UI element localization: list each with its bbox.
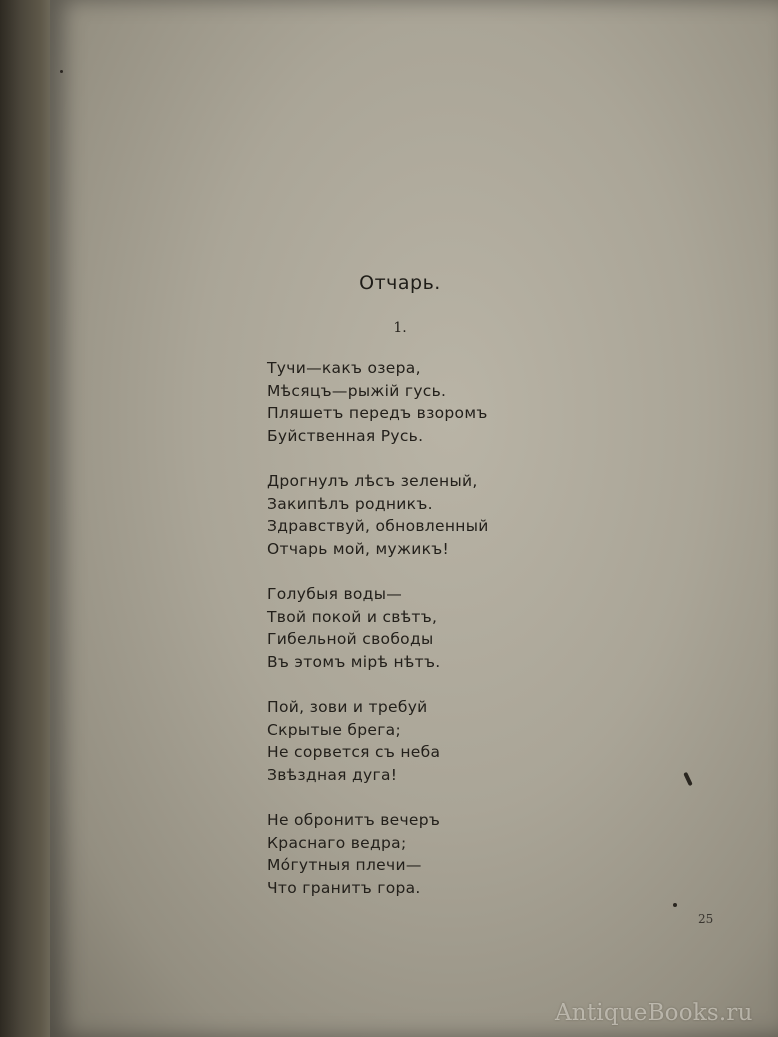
poem-line: Тучи—какъ озера, — [267, 359, 421, 377]
poem-line: Мóгутныя плечи— — [267, 856, 422, 874]
paper-speck — [673, 903, 677, 907]
poem-line: Твой покой и свѣтъ, — [267, 607, 438, 626]
poem-line: Закипѣлъ родникъ. — [267, 494, 433, 513]
poem-line: Гибельной свободы — [267, 630, 434, 648]
poem-line: Въ этомъ мірѣ нѣтъ. — [267, 652, 441, 671]
poem-line: Не сорвется съ неба — [267, 743, 441, 761]
stanza — [267, 696, 567, 786]
stanza — [267, 357, 567, 447]
poem-line: Здравствуй, обновленный — [267, 517, 489, 535]
poem-line: Мѣсяцъ—рыжій гусь. — [267, 381, 447, 400]
poem-body — [267, 357, 567, 922]
stanza — [267, 809, 567, 899]
paper-speck — [60, 70, 63, 73]
poem-line: Голубыя воды— — [267, 585, 403, 603]
page-number: 25 — [698, 912, 714, 926]
poem-line: Что гранитъ гора. — [267, 878, 421, 897]
poem-line: Звѣздная дуга! — [267, 765, 398, 784]
stanza — [267, 470, 567, 560]
section-number: 1. — [393, 320, 407, 336]
poem-line: Пой, зови и требуй — [267, 698, 428, 716]
poem-line: Буйственная Русь. — [267, 426, 424, 445]
poem-title: Отчарь. — [359, 272, 441, 294]
poem-line: Не обронитъ вечеръ — [267, 811, 441, 829]
poem-line: Скрытые брега; — [267, 720, 401, 739]
poem-line: Пляшетъ передъ взоромъ — [267, 404, 488, 422]
poem-line: Дрогнулъ лѣсъ зеленый, — [267, 472, 478, 490]
poem-line: Отчарь мой, мужикъ! — [267, 539, 450, 558]
poem-line: Краснаго ведра; — [267, 833, 407, 852]
watermark: AntiqueBooks.ru — [555, 1000, 753, 1026]
stanza — [267, 583, 567, 673]
